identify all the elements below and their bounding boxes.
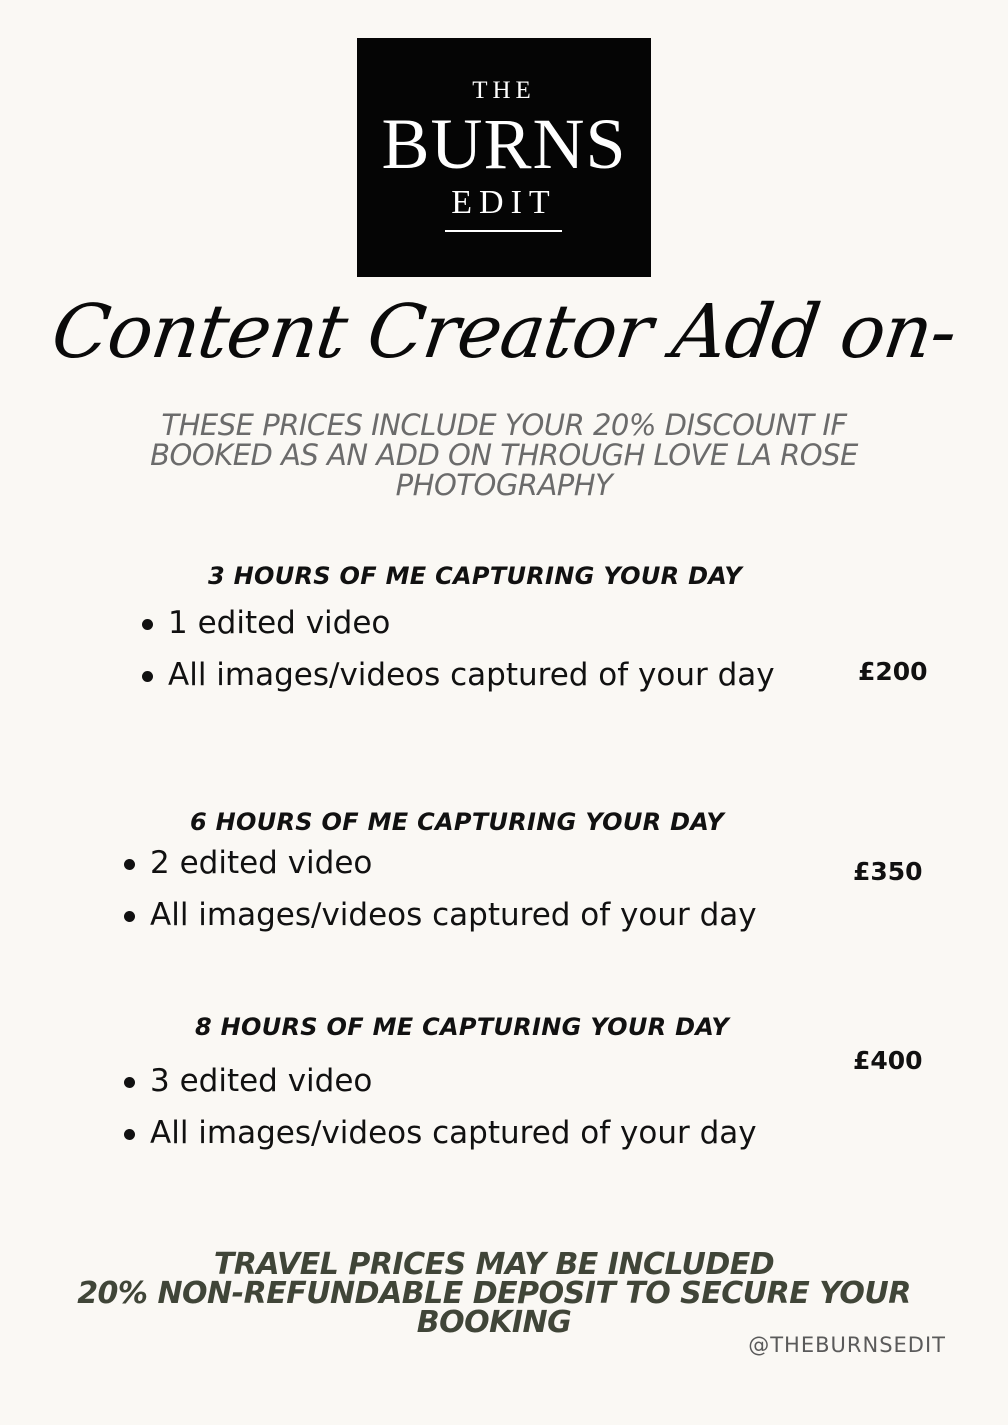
package-list-3h <box>140 597 775 701</box>
package-heading-6h: 6 HOURS OF ME CAPTURING YOUR DAY <box>190 808 725 836</box>
social-handle: @THEBURNSEDIT <box>748 1333 946 1357</box>
logo-line-the: THE <box>472 77 536 104</box>
list-item: All images/videos captured of your day <box>122 1107 757 1159</box>
discount-note: THESE PRICES INCLUDE YOUR 20% DISCOUNT IF BOOKED AS AN ADD ON THROUGH LOVE LA ROSE PHOTOGRAPHY <box>150 408 858 502</box>
list-item: 1 edited video <box>140 597 775 649</box>
footer-terms <box>40 1247 948 1340</box>
deposit-note: 20% NON-REFUNDABLE DEPOSIT TO SECURE YOUR BOOKING <box>77 1276 911 1340</box>
travel-note: TRAVEL PRICES MAY BE INCLUDED <box>213 1247 775 1282</box>
logo-line-edit: EDIT <box>451 184 557 221</box>
package-heading-8h: 8 HOURS OF ME CAPTURING YOUR DAY <box>195 1013 730 1041</box>
list-item: 2 edited video <box>122 837 757 889</box>
page-title: Content Creator Add on- <box>46 289 962 375</box>
list-item: All images/videos captured of your day <box>122 889 757 941</box>
price-3h: £200 <box>858 657 928 686</box>
brand-logo <box>357 38 651 277</box>
list-item: All images/videos captured of your day <box>140 649 775 701</box>
list-item: 3 edited video <box>122 1055 757 1107</box>
logo-line-burns: BURNS <box>381 104 627 184</box>
logo-underline <box>445 230 562 232</box>
price-6h: £350 <box>853 857 923 886</box>
package-list-6h <box>122 837 757 941</box>
package-list-8h <box>122 1055 757 1159</box>
price-8h: £400 <box>853 1046 923 1075</box>
package-heading-3h: 3 HOURS OF ME CAPTURING YOUR DAY <box>208 562 743 590</box>
